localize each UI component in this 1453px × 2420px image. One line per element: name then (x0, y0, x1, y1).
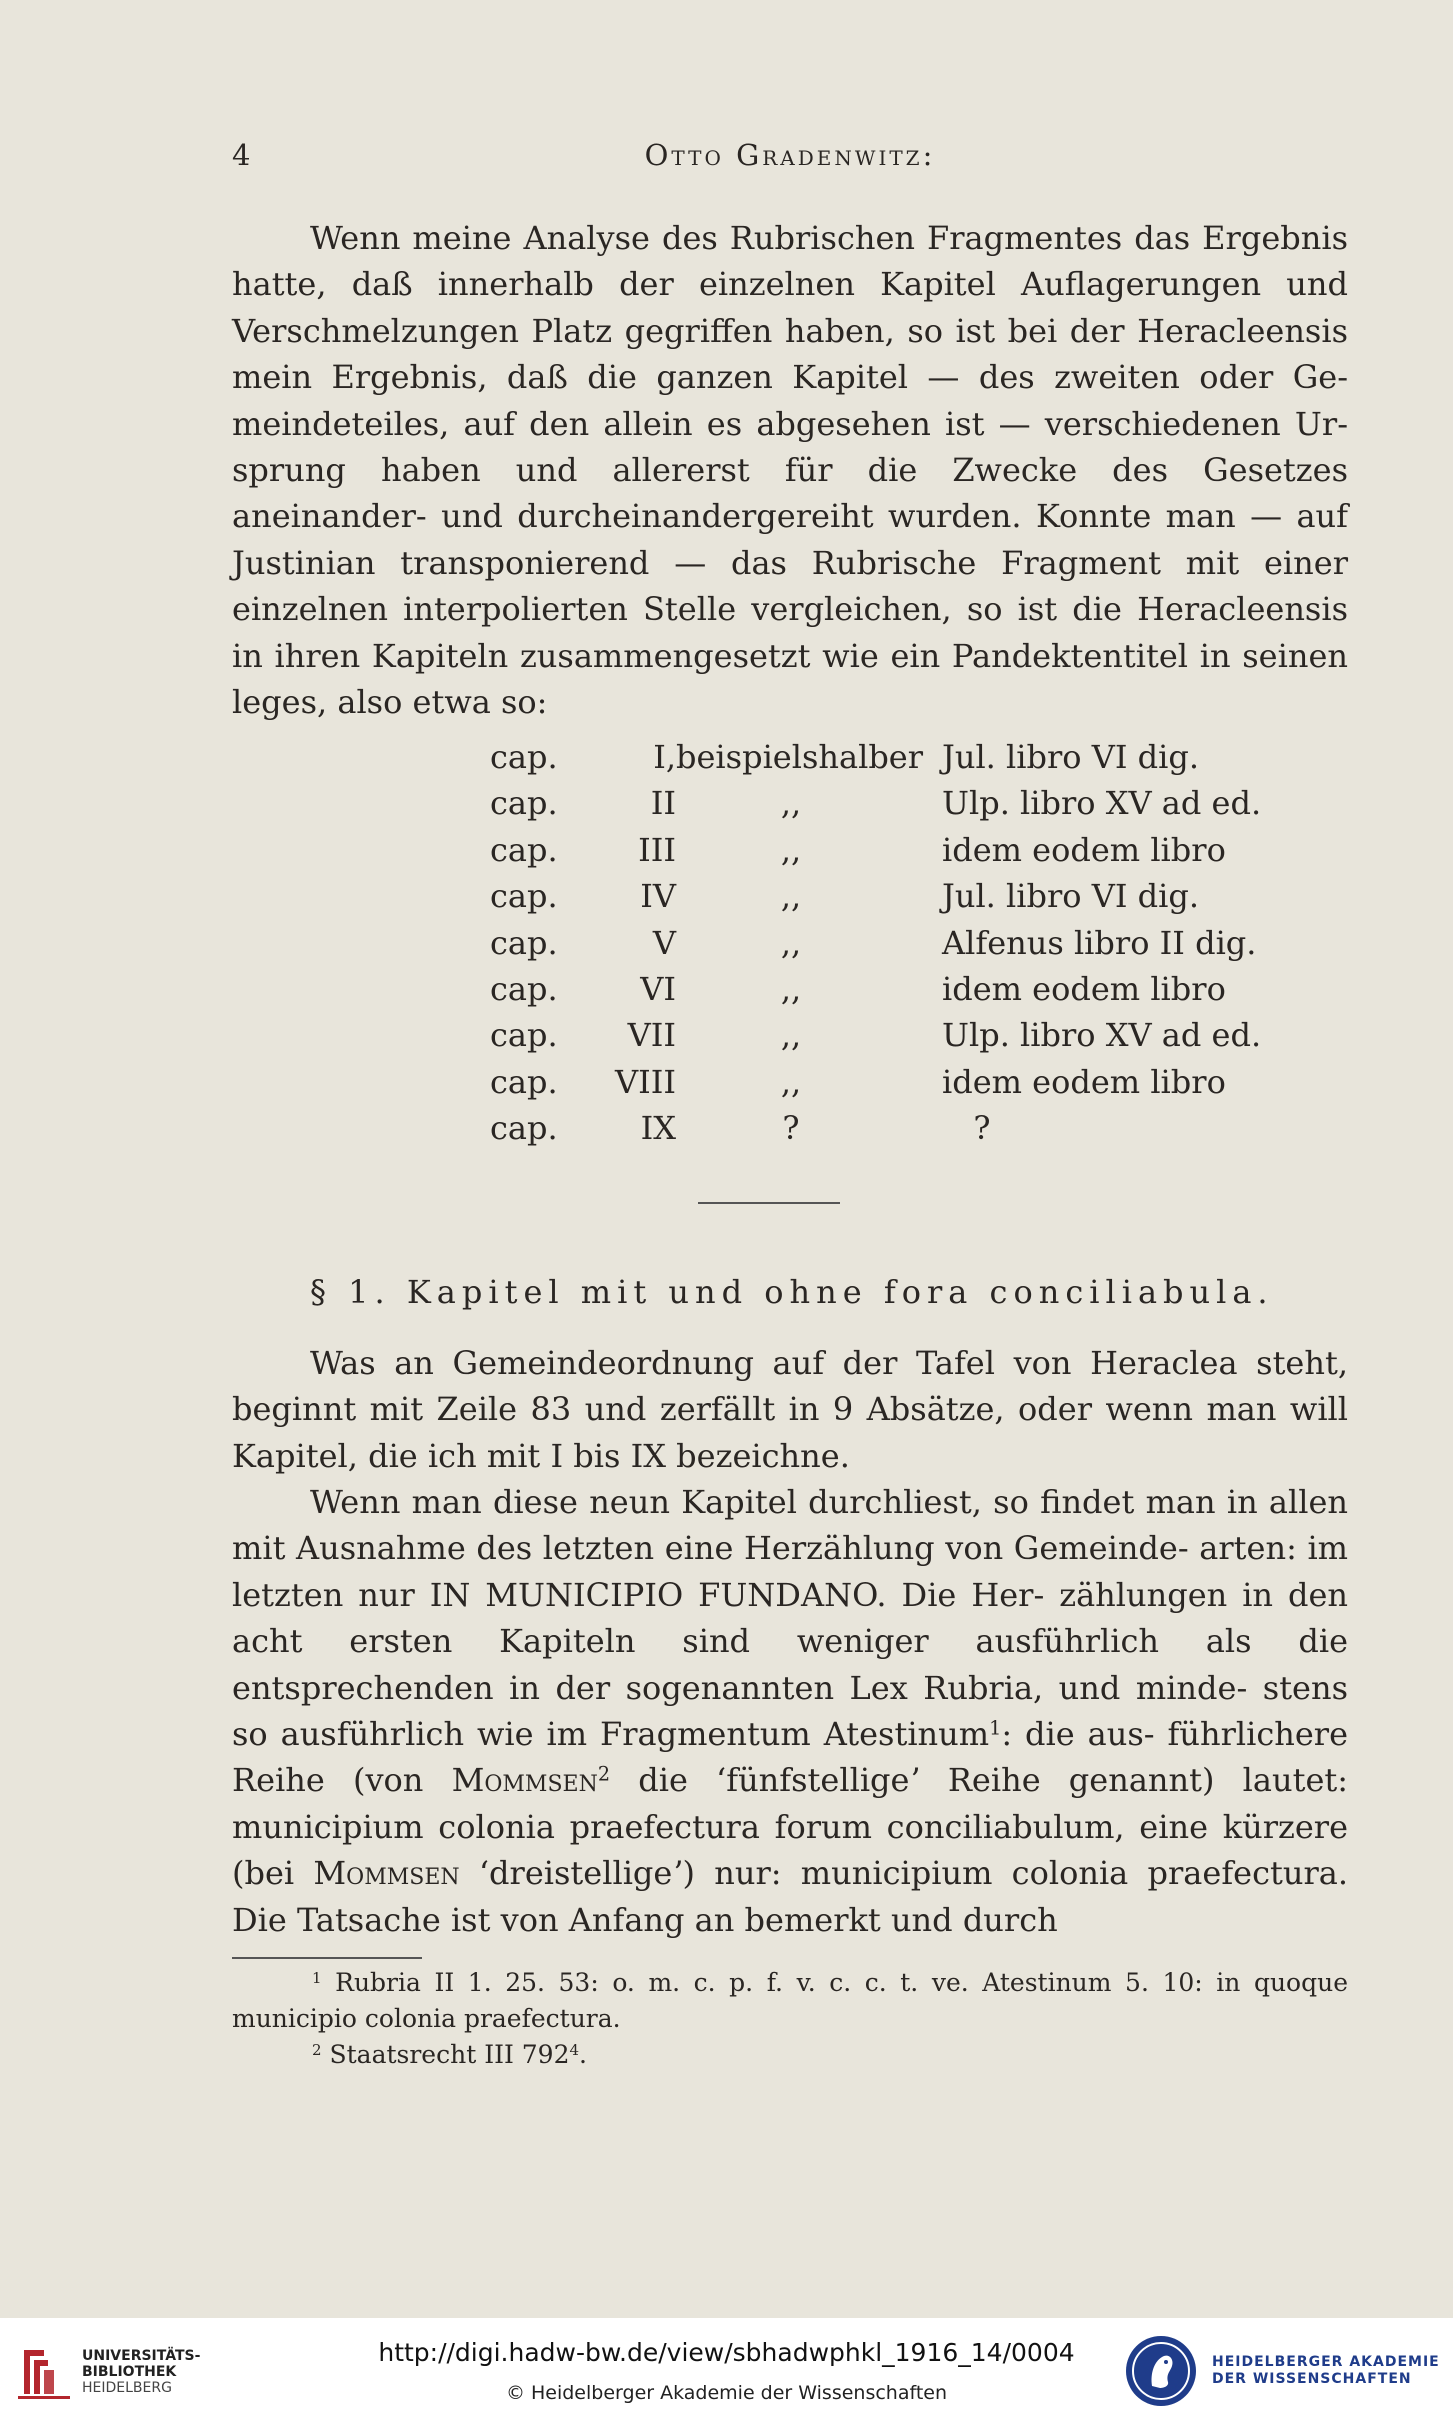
table-row: cap. VIII ,, idem eodem libro (490, 1062, 1226, 1101)
running-header (232, 138, 1348, 178)
footnote-ref-2: 2 (597, 1762, 611, 1786)
footnote-2: $^2$ Staatsrecht III $792^4$. (312, 2040, 587, 2069)
intro-paragraph (232, 215, 1348, 725)
page-url-link[interactable]: http://digi.hadw-bw.de/view/sbhadwphkl_1916_14/0004 (378, 2338, 1075, 2367)
author-name: Mommsen (313, 1854, 460, 1893)
table-row: cap. II ,, Ulp. libro XV ad ed. (490, 784, 1262, 823)
academy-seal-icon[interactable] (1124, 2334, 1198, 2408)
paragraph-3 (232, 1479, 1348, 1943)
table-row: cap. IV ,, Jul. libro VI dig. (490, 877, 1199, 916)
paragraph-2-text: Was an Gemeindeordnung auf der Tafel von Heraclea steht, beginnt mit Zeile 83 und zerfällt in 9 Absätze, oder wenn man will Kapitel, die ich mit I bis IX bezeichne. (232, 1344, 1349, 1475)
table-row: cap. III ,, idem eodem libro (490, 830, 1226, 869)
copyright-notice: © Heidelberger Akademie der Wissenschaften (505, 2382, 948, 2404)
footnote-1: $^1$ Rubria II 1. 25. 53: o. m. c. p. f. v. c. c. t. ve. Atestinum 5. 10: in quoque municipio colonia praefectura. (232, 1968, 1349, 2033)
university-library-name: UNIVERSITÄTS- BIBLIOTHEK HEIDELBERG (82, 2348, 201, 2396)
table-row: cap. VII ,, Ulp. libro XV ad ed. (490, 1016, 1262, 1055)
page-number: 4 (232, 138, 252, 172)
chapter-source-table (232, 734, 1348, 1152)
header-author-title: Otto Gradenwitz: (644, 138, 936, 172)
paragraph-3-text: Wenn man diese neun Kapitel durchliest, so findet man in allen mit Ausnahme des letzten eine Herzählung von Gemeinde- arten: im letzten nur IN MUNICIPIO FUNDANO. Die Her- zählungen in den acht ersten Kapiteln sind weniger ausführlich als die entsprechenden in der sogenannten Lex Rubria, und minde- stens so ausführlich wie im Fragmentum Atestinum$^1$: die aus- führlichere Reihe (von Mommsen$^2$ die ʻfünfstelligeʼ Reihe genannt) lautet: municipium colonia praefectura forum conciliabulum, eine kürzere (bei Mommsen ʻdreistelligeʼ) nur: municipium colonia praefectura. Die Tatsache ist von Anfang an bemerkt und durch (232, 1483, 1349, 1939)
footnote-ref-1: 1 (989, 1716, 1002, 1740)
academy-name: HEIDELBERGER AKADEMIE DER WISSENSCHAFTEN (1212, 2354, 1440, 2387)
section-heading: § 1. Kapitel mit und ohne fora conciliabula. (310, 1273, 1274, 1311)
table-row: cap. VI ,, idem eodem libro (490, 969, 1226, 1008)
intro-text: Wenn meine Analyse des Rubrischen Fragmentes das Ergebnis hatte, daß innerhalb der einzelnen Kapitel Auflagerungen und Verschmelzungen Platz gegriffen haben, so ist bei der Heracleensis mein Ergebnis, daß die ganzen Kapitel — des zweiten oder Ge- meindeteiles, auf den allein es abgesehen ist — verschiedenen Ur- sprung haben und allererst für die Zwecke des Gesetzes aneinander- und durcheinandergereiht wurden. Konnte man — auf Justinian transponierend — das Rubrische Fragment mit einer einzelnen interpolierten Stelle vergleichen, so ist die Heracleensis in ihren Kapiteln zusammengesetzt wie ein Pandektentitel in seinen leges, also etwa so: (232, 219, 1349, 722)
footnote-rule (232, 1957, 422, 1959)
viewer-footer (0, 2318, 1453, 2420)
paragraph-2 (232, 1340, 1348, 1479)
footnotes (232, 1965, 1348, 2073)
section-divider (698, 1202, 840, 1204)
author-name: Mommsen (451, 1761, 598, 1800)
table-row: cap. I, beispielshalber Jul. libro VI dig. (490, 738, 1199, 776)
table-row: cap. V ,, Alfenus libro II dig. (490, 923, 1257, 962)
table-row: cap. IX ? ? (490, 1109, 991, 1148)
